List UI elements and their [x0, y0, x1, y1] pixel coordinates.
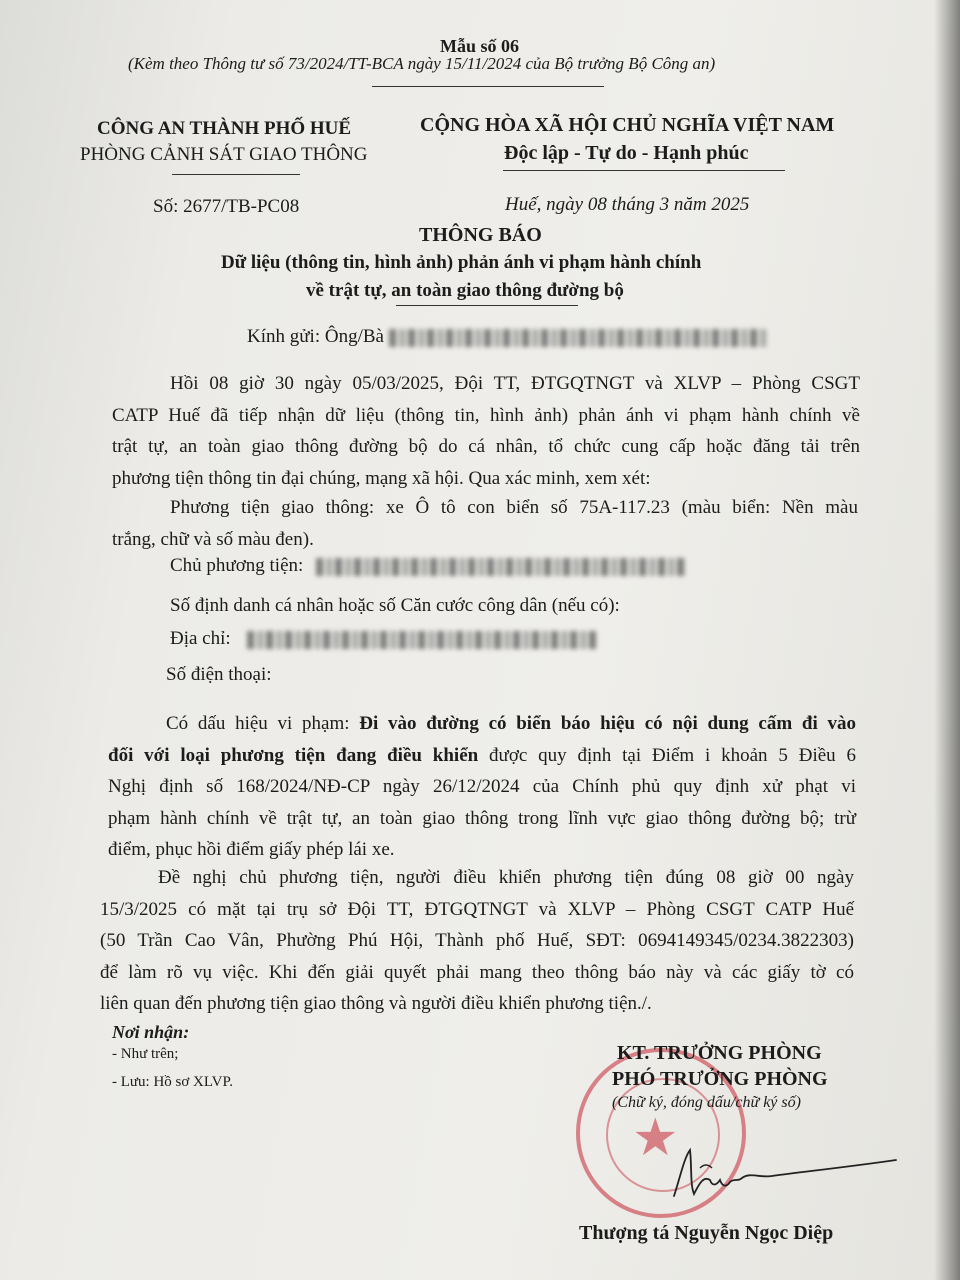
form-attachment-note: (Kèm theo Thông tư số 73/2024/TT-BCA ngày 15/11/2024 của Bộ trưởng Bộ Công an) [128, 54, 716, 73]
national-underline [503, 170, 785, 171]
star-icon: ★ [632, 1108, 679, 1168]
violation-line-1 [108, 708, 856, 740]
issuer-line1: CÔNG AN THÀNH PHỐ HUẾ [97, 118, 352, 139]
notice-subtitle-2: về trật tự, an toàn giao thông đường bộ [306, 280, 624, 301]
id-line: Số định danh cá nhân hoặc số Căn cước công dân (nếu có): [170, 595, 620, 616]
paragraph-line: Hồi 08 giờ 30 ngày 05/03/2025, Đội TT, ĐTGQTNGT và XLVP – Phòng CSGT [170, 373, 860, 394]
place-date: Huế, ngày 08 tháng 3 năm 2025 [505, 194, 750, 215]
violation-prefix: Có dấu hiệu vi phạm: [166, 713, 360, 734]
page-edge-shadow [934, 0, 960, 1280]
paragraph-line: để làm rõ vụ việc. Khi đến giải quyết phải mang theo thông báo này và các giấy tờ có [100, 961, 854, 983]
handwritten-signature [660, 1138, 900, 1208]
redacted-address [247, 631, 597, 649]
paragraph-line: Nghị định số 168/2024/NĐ-CP ngày 26/12/2024 của Chính phủ quy định xử phạt vi [108, 776, 856, 797]
recipient-line [247, 326, 769, 348]
violation-description-2: đối với loại phương tiện đang điều khiển [108, 744, 479, 766]
signature-title-1: KT. TRƯỞNG PHÒNG [617, 1042, 822, 1064]
violation-line-2 [108, 740, 856, 772]
notice-title: THÔNG BÁO [419, 224, 542, 246]
title-underline [396, 305, 578, 306]
recipients-label: Nơi nhận: [112, 1022, 190, 1042]
redacted-owner-name [316, 558, 686, 576]
notice-subtitle-1: Dữ liệu (thông tin, hình ảnh) phản ánh vi phạm hành chính [221, 252, 702, 273]
signer-name: Thượng tá Nguyễn Ngọc Diệp [579, 1222, 834, 1244]
paragraph-line: 15/3/2025 có mặt tại trụ sở Đội TT, ĐTGQTNGT và XLVP – Phòng CSGT CATP Huế [100, 898, 854, 920]
address-label: Địa chỉ: [170, 628, 231, 649]
paragraph-line: CATP Huế đã tiếp nhận dữ liệu (thông tin, hình ảnh) phản ánh vi phạm hành chính về [112, 404, 860, 426]
owner-label: Chủ phương tiện: [170, 555, 304, 576]
phone-line: Số điện thoại: [166, 664, 272, 685]
paragraph-vehicle [112, 492, 858, 555]
national-motto: Độc lập - Tự do - Hạnh phúc [504, 142, 749, 164]
violation-description-1: Đi vào đường có biển báo hiệu có nội dung cấm đi vào [359, 713, 856, 734]
paragraph-line: phạm hành chính về trật tự, an toàn giao thông trong lĩnh vực giao thông đường bộ; trừ [108, 807, 856, 829]
issuer-line2: PHÒNG CẢNH SÁT GIAO THÔNG [80, 144, 368, 165]
issuer-underline [172, 174, 300, 175]
paragraph-violation [108, 708, 856, 866]
form-underline [372, 86, 604, 87]
paragraph-line: liên quan đến phương tiện giao thông và người điều khiển phương tiện./. [100, 993, 652, 1014]
paragraph-line: Phương tiện giao thông: xe Ô tô con biển số 75A-117.23 (màu biển: Nền màu [170, 497, 858, 518]
form-number: Mẫu số 06 [440, 36, 520, 56]
paragraph-line: điểm, phục hồi điểm giấy phép lái xe. [108, 839, 395, 860]
national-line1: CỘNG HÒA XÃ HỘI CHỦ NGHĨA VIỆT NAM [420, 114, 835, 136]
recipients-item: - Lưu: Hồ sơ XLVP. [112, 1074, 233, 1090]
paragraph-line: trật tự, an toàn giao thông đường bộ do cá nhân, tổ chức cung cấp hoặc đăng tải trên [112, 436, 860, 457]
paragraph-request [100, 862, 854, 1020]
signature-title-2: PHÓ TRƯỞNG PHÒNG [612, 1068, 828, 1090]
paragraph-receipt [112, 368, 860, 494]
paragraph-line: phương tiện thông tin đại chúng, mạng xã hội. Qua xác minh, xem xét: [112, 467, 651, 489]
redacted-recipient-name [389, 329, 769, 347]
paragraph-line: (50 Trần Cao Vân, Phường Phú Hội, Thành phố Huế, SĐT: 0694149345/0234.3822303) [100, 930, 854, 951]
address-line [170, 628, 597, 650]
recipient-label: Kính gửi: Ông/Bà [247, 326, 384, 347]
violation-legal-basis: được quy định tại Điểm i khoản 5 Điều 6 [478, 744, 856, 766]
recipients-item: - Như trên; [112, 1046, 179, 1062]
paragraph-line: Đề nghị chủ phương tiện, người điều khiển phương tiện đúng 08 giờ 00 ngày [158, 867, 854, 888]
document-number: Số: 2677/TB-PC08 [153, 196, 300, 217]
signature-note: (Chữ ký, đóng dấu/chữ ký số) [612, 1094, 801, 1111]
owner-line [170, 555, 686, 577]
paragraph-line: trắng, chữ và số màu đen). [112, 528, 314, 550]
